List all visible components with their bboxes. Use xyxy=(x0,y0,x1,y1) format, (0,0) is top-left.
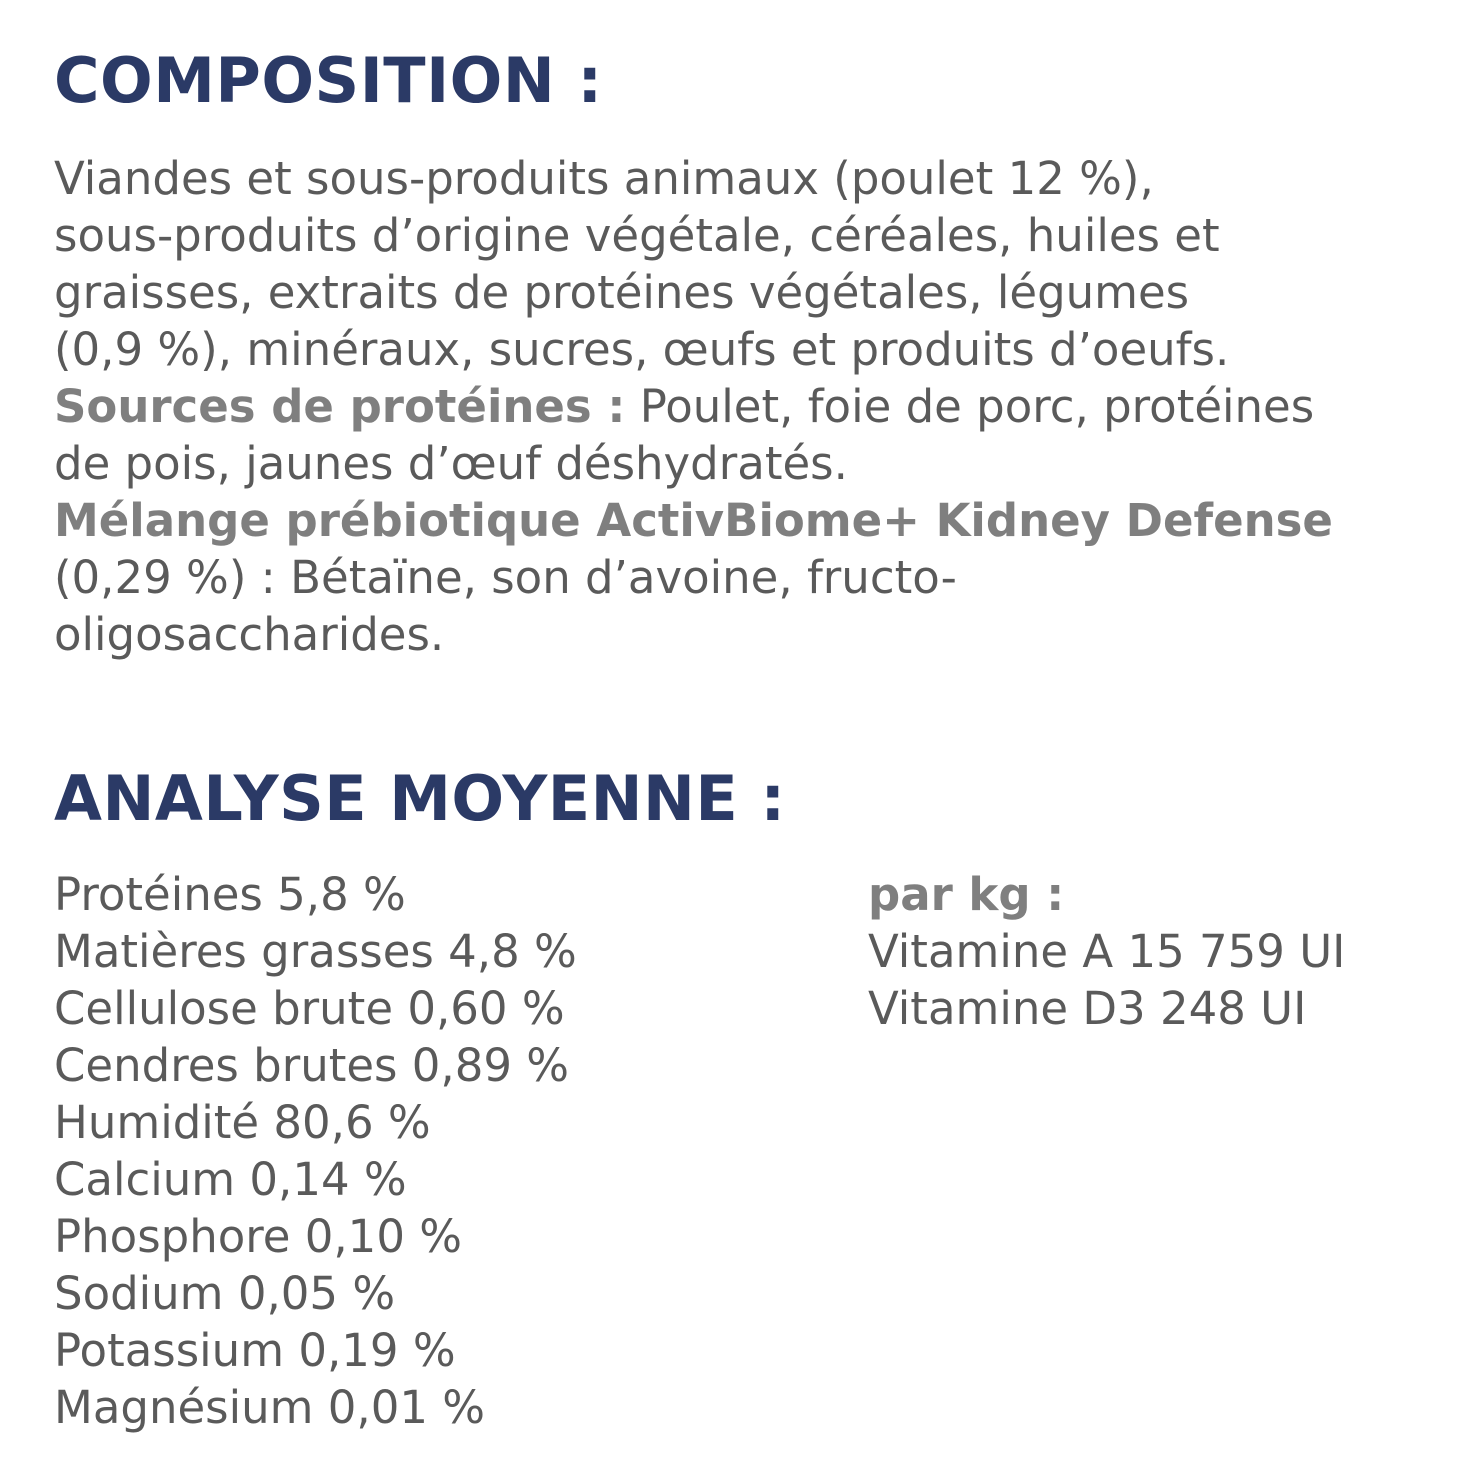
per-kg-label: par kg : xyxy=(868,868,1065,921)
composition-line: graisses, extraits de protéines végétales, légumes xyxy=(54,266,1190,319)
vitamin-list xyxy=(868,923,1345,1037)
prebiotic-label: Mélange prébiotique ActivBiome+ Kidney Defense xyxy=(54,494,1333,547)
analysis-item: Calcium 0,14 % xyxy=(54,1153,407,1206)
analysis-list xyxy=(54,866,577,1436)
analysis-item: Cellulose brute 0,60 % xyxy=(54,982,565,1035)
analysis-title: ANALYSE MOYENNE : xyxy=(54,762,786,835)
composition-line: sous-produits d’origine végétale, céréales, huiles et xyxy=(54,209,1220,262)
analysis-item: Cendres brutes 0,89 % xyxy=(54,1039,570,1092)
protein-sources-text-continued: de pois, jaunes d’œuf déshydratés. xyxy=(54,437,848,490)
analysis-item: Protéines 5,8 % xyxy=(54,868,406,921)
per-kg-block xyxy=(868,866,1345,1037)
analysis-item: Phosphore 0,10 % xyxy=(54,1210,463,1263)
analysis-item: Potassium 0,19 % xyxy=(54,1324,456,1377)
vitamin-item: Vitamine A 15 759 UI xyxy=(868,925,1346,978)
protein-sources-label: Sources de protéines : xyxy=(54,380,626,433)
analysis-item: Magnésium 0,01 % xyxy=(54,1381,486,1434)
protein-sources-text: Poulet, foie de porc, protéines xyxy=(625,380,1315,433)
composition-line: Viandes et sous-produits animaux (poulet 12 %), xyxy=(54,152,1154,205)
prebiotic-text-continued: oligosaccharides. xyxy=(54,608,445,661)
prebiotic-text: (0,29 %) : Bétaïne, son d’avoine, fructo- xyxy=(54,551,957,604)
analysis-item: Matières grasses 4,8 % xyxy=(54,925,577,978)
vitamin-item: Vitamine D3 248 UI xyxy=(868,982,1307,1035)
composition-text xyxy=(54,150,1464,663)
analysis-item: Humidité 80,6 % xyxy=(54,1096,431,1149)
composition-line: (0,9 %), minéraux, sucres, œufs et produits d’oeufs. xyxy=(54,323,1230,376)
analysis-item: Sodium 0,05 % xyxy=(54,1267,396,1320)
protein-sources-line xyxy=(54,378,1464,435)
composition-title: COMPOSITION : xyxy=(54,44,603,117)
